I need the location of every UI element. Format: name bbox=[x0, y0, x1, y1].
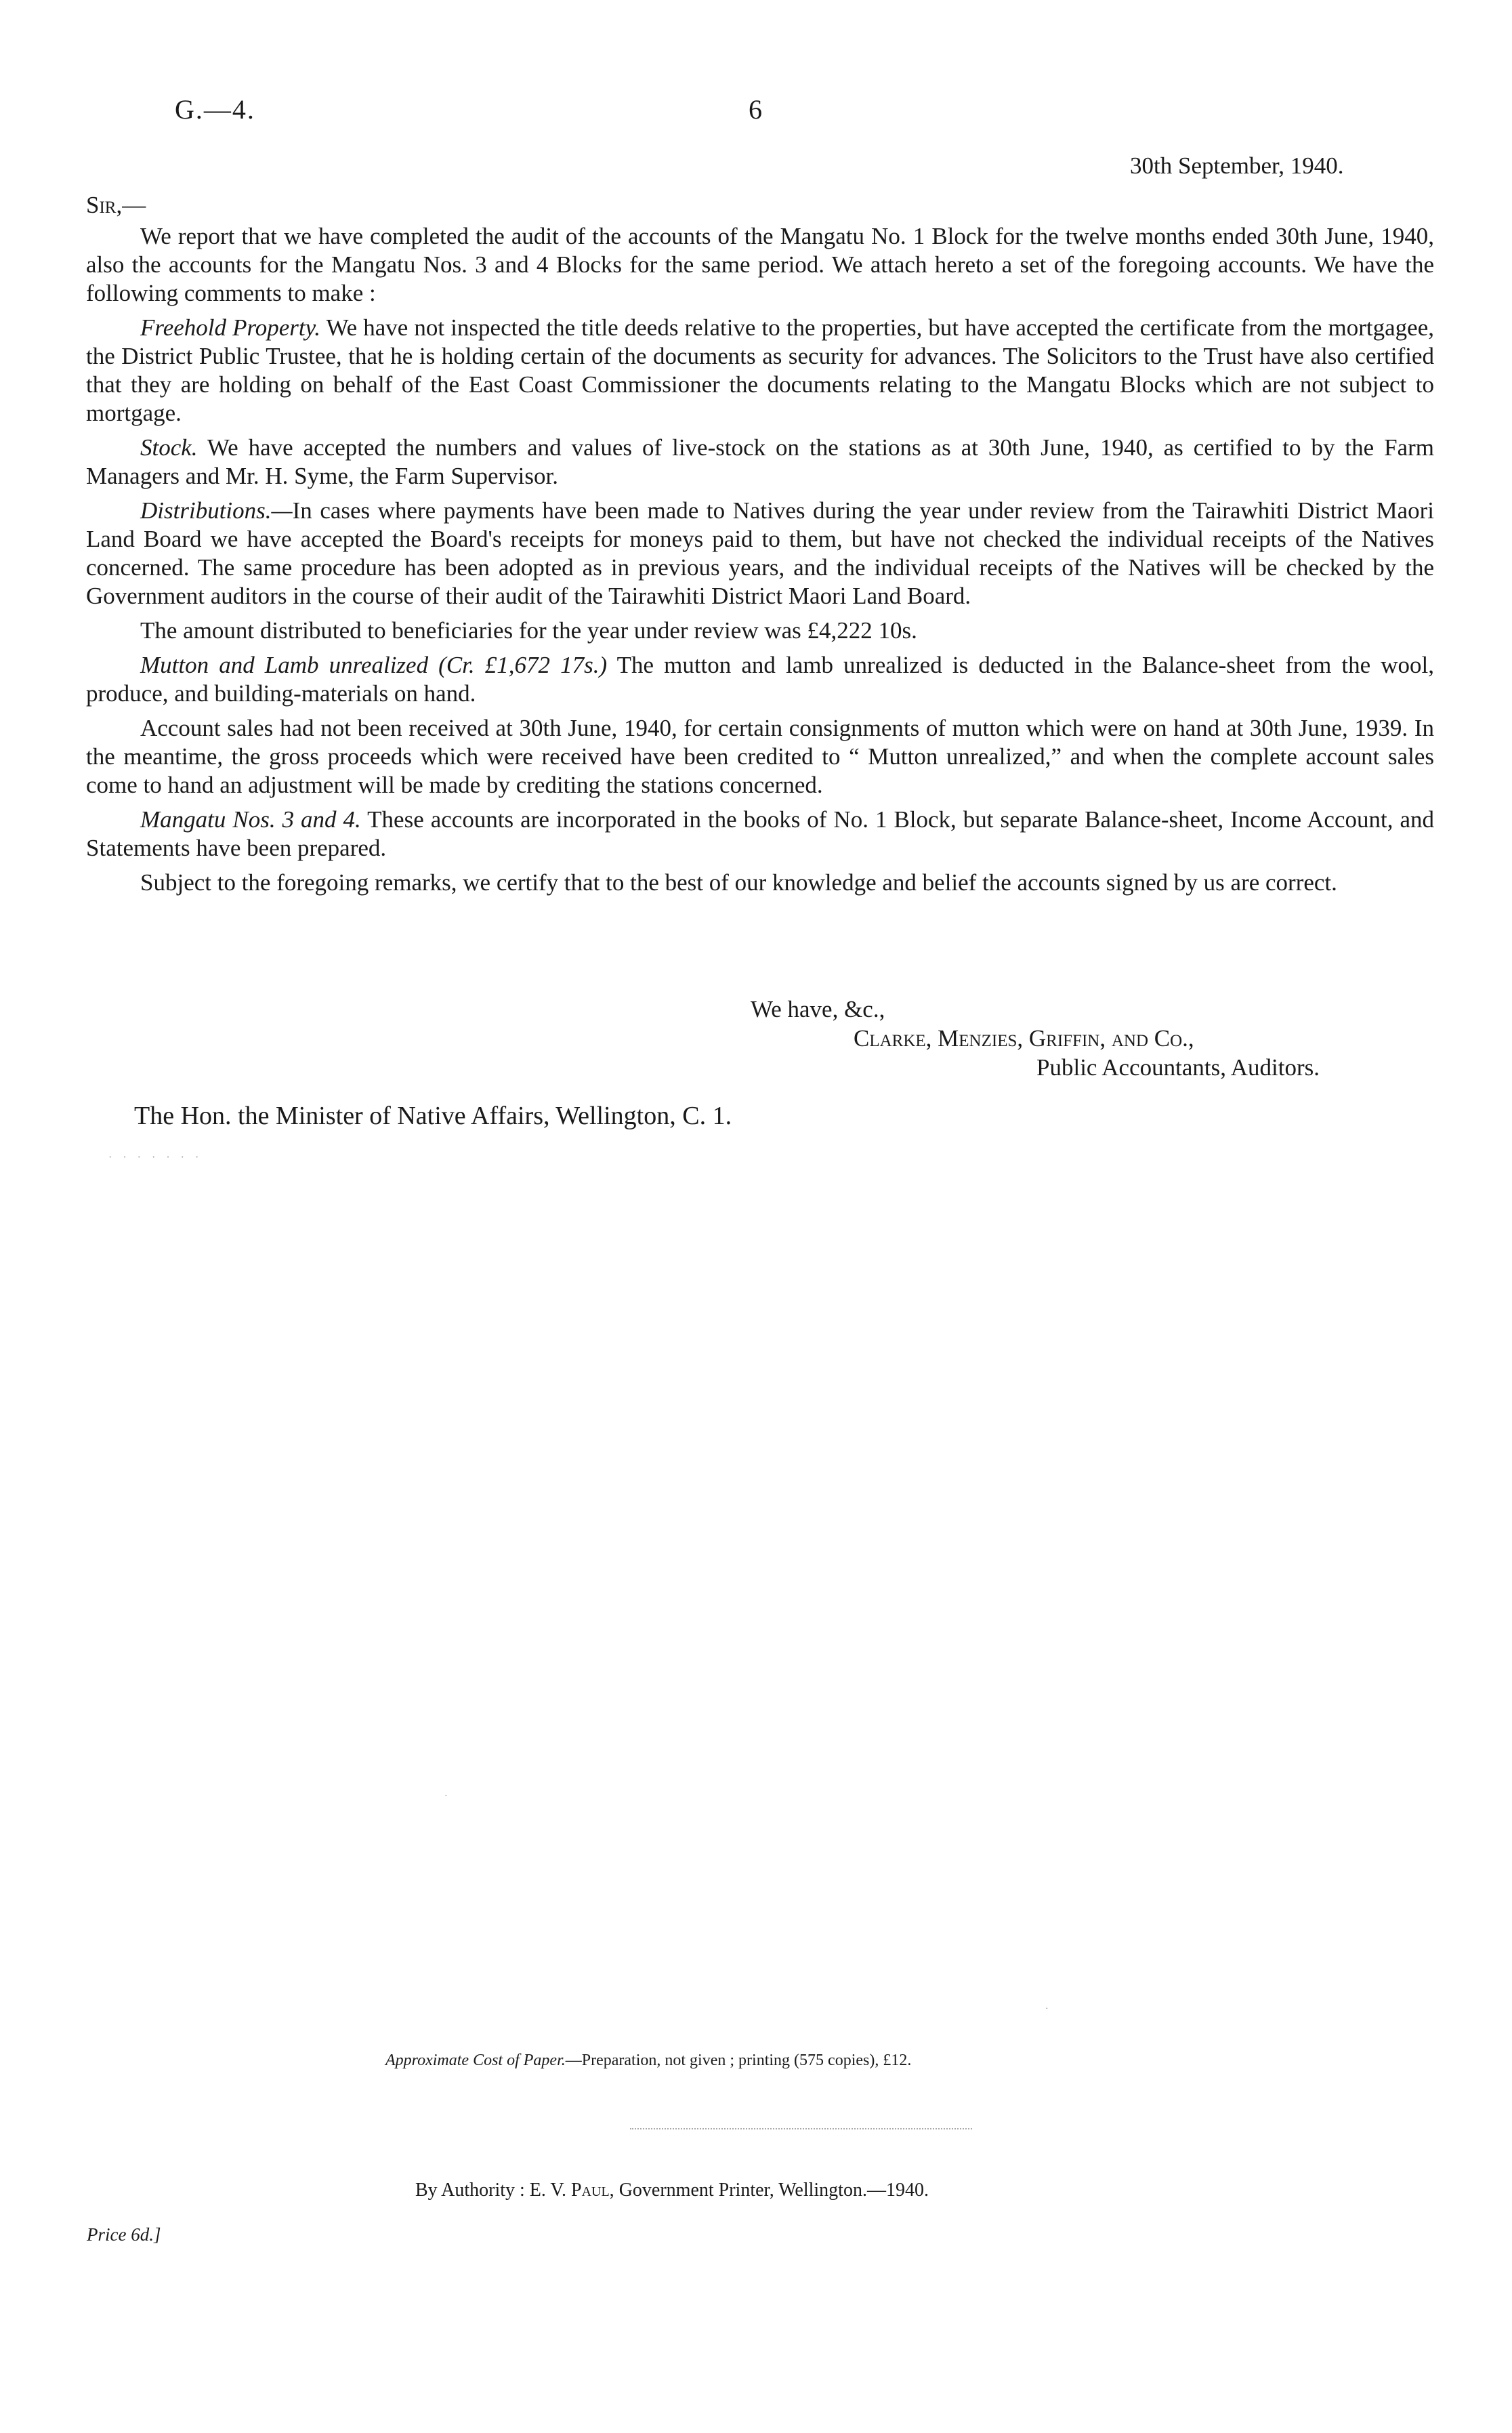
distributions-heading: Distributions.— bbox=[140, 497, 293, 524]
stock-heading: Stock. bbox=[140, 434, 198, 461]
freehold-paragraph bbox=[86, 314, 1434, 428]
amount-paragraph: The amount distributed to beneficiaries for the year under review was £4,222 10s. bbox=[140, 617, 917, 644]
account-sales-paragraph: Account sales had not been received at 30th June, 1940, for certain consignments of mutton which were on hand at 30th June, 1939. In the meantime, the gross proceeds which were received have been credited to “ Mutton unrealized,” and when the complete account sales come to hand an adjustment will be made by crediting the stations concerned. bbox=[86, 715, 1434, 798]
stock-paragraph bbox=[86, 434, 1434, 491]
distributions-paragraph bbox=[86, 497, 1434, 610]
printer-authority bbox=[415, 2180, 929, 2201]
letter-date: 30th September, 1940. bbox=[1130, 152, 1344, 179]
document-reference: G.—4. bbox=[175, 94, 255, 125]
price: Price 6d.] bbox=[87, 2224, 161, 2245]
printer-name: E. V. Paul, bbox=[529, 2180, 614, 2201]
authority-suffix: Government Printer, Wellington.—1940. bbox=[618, 2180, 929, 2201]
signatory-title: Public Accountants, Auditors. bbox=[1036, 1054, 1320, 1081]
page-number: 6 bbox=[749, 94, 762, 125]
stock-text: We have accepted the numbers and values of live-stock on the stations as at 30th June, 1940, as certified to by the Farm Managers and Mr. H. Syme, the Farm Supervisor. bbox=[86, 434, 1434, 489]
mutton-paragraph bbox=[86, 651, 1434, 708]
freehold-heading: Freehold Property. bbox=[140, 314, 320, 341]
mangatu-paragraph bbox=[86, 806, 1434, 862]
freehold-text: We have not inspected the title deeds relative to the properties, but have accepted the certificate from the mortgagee, the District Public Trustee, that he is holding certain of the documents as security for advances. The Solicitors to the Trust have also certified that they are holding on behalf of the East Coast Commissioner the documents relating to the Mangatu Blocks which are not subject to mortgage. bbox=[86, 314, 1434, 426]
addressee: The Hon. the Minister of Native Affairs, Wellington, C. 1. bbox=[134, 1102, 732, 1130]
faint-dots: · · · · · · · bbox=[108, 1152, 203, 1163]
intro-paragraph: We report that we have completed the audit of the accounts of the Mangatu No. 1 Block for the twelve months ended 30th June, 1940, also the accounts for the Mangatu Nos. 3 and 4 Blocks for the same period. We attach hereto a set of the foregoing accounts. We have the following comments to make : bbox=[86, 223, 1434, 306]
divider-rule bbox=[630, 2128, 972, 2129]
authority-prefix: By Authority : bbox=[415, 2180, 525, 2201]
stray-mark: · bbox=[444, 1791, 448, 1802]
letter-body bbox=[86, 222, 1434, 903]
mangatu-text: These accounts are incorporated in the books of No. 1 Block, but separate Balance-sheet, Income Account, and Statements have been prepared. bbox=[86, 806, 1434, 861]
certify-paragraph: Subject to the foregoing remarks, we certify that to the best of our knowledge and belief the accounts signed by us are correct. bbox=[140, 869, 1337, 896]
cost-of-paper-note bbox=[385, 2052, 911, 2070]
mangatu-heading: Mangatu Nos. 3 and 4. bbox=[140, 806, 361, 833]
closing-line: We have, &c., bbox=[751, 996, 885, 1022]
cost-label: Approximate Cost of Paper. bbox=[385, 2052, 566, 2069]
stray-mark: · bbox=[1045, 2004, 1049, 2014]
mutton-text: The mutton and lamb unrealized is deducted in the Balance-sheet from the wool, produce, and building-materials on hand. bbox=[86, 652, 1435, 707]
signatory: Clarke, Menzies, Griffin, and Co., bbox=[854, 1025, 1194, 1052]
salutation: Sir,— bbox=[86, 192, 146, 218]
mutton-heading: Mutton and Lamb unrealized (Cr. £1,672 17s.) bbox=[140, 652, 608, 678]
distributions-text: In cases where payments have been made to Natives during the year under review from the Tairawhiti District Maori Land Board we have accepted the Board's receipts for moneys paid to them, but have not checked the individual receipts of the Natives concerned. The same procedure has been adopted as in previous years, and the individual receipts of the Natives will be checked by the Government auditors in the course of their audit of the Tairawhiti District Maori Land Board. bbox=[86, 497, 1434, 609]
cost-text: —Preparation, not given ; printing (575 copies), £12. bbox=[565, 2052, 912, 2069]
